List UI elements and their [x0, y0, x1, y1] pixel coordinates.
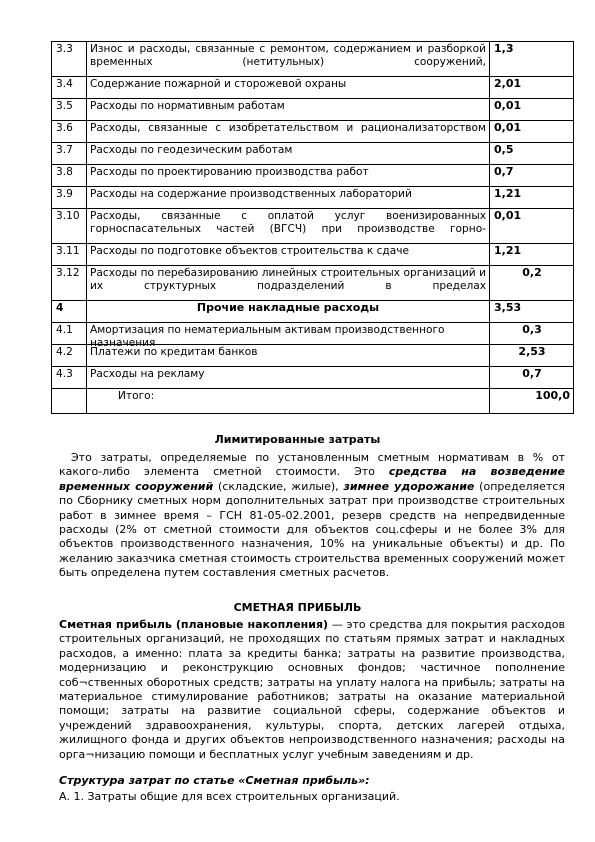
row-description: Прочие накладные расходы — [87, 301, 490, 323]
row-value: 0,7 — [490, 165, 574, 187]
row-description: Расходы по подготовке объектов строительства к сдаче — [87, 244, 490, 266]
row-value: 2,01 — [490, 77, 574, 99]
table-row — [52, 99, 574, 121]
estimated-profit-paragraph: Сметная прибыль (плановые накопления) — это средства для покрытия расходов строительных организаций, не проходящих по статьям прямых затрат и накладных расходов, а именно: плата за кредиты банка; затраты на развитие производства, модернизацию и реконструкцию основных фондов; частичное пополнение соб¬ственных оборотных средств; затраты на уплату налога на прибыль; затраты на материальное стимулирование работников; затраты на оказание материальной помощи; затраты на развитие социальной сферы, содержание объектов и учреждений здравоохранения, культуры, спорта, детских лагерей отдыха, жилищного фонда и других объектов непроизводственного назначения; расходы на орга¬низацию помощи и бесплатных услуг учебным заведениям и др. — [59, 618, 565, 761]
row-description: Расходы, связанные с оплатой услуг военизированных горноспасательных частей (ВГСЧ) при производстве горно- — [87, 209, 490, 244]
row-value: 3,53 — [490, 301, 574, 323]
row-number: 3.12 — [52, 266, 87, 301]
row-description: Износ и расходы, связанные с ремонтом, содержанием и разборкой временных (нетитульных) сооружений, — [87, 42, 490, 77]
table-row — [52, 323, 574, 345]
row-description: Итого: — [87, 389, 490, 414]
row-description: Расходы по геодезическим работам — [87, 143, 490, 165]
estimated-profit-heading: СМЕТНАЯ ПРИБЫЛЬ — [233, 601, 362, 614]
row-value: 1,21 — [490, 244, 574, 266]
row-number: 4 — [52, 301, 87, 323]
row-number: 4.1 — [52, 323, 87, 345]
limited-costs-heading: Лимитированные затраты — [214, 433, 381, 446]
row-number: 3.11 — [52, 244, 87, 266]
profit-structure-title: Структура затрат по статье «Сметная прибыль»: — [59, 774, 370, 787]
row-value: 1,3 — [490, 42, 574, 77]
row-description: Платежи по кредитам банков — [87, 345, 490, 367]
row-description: Расходы по проектированию производства работ — [87, 165, 490, 187]
row-value: 100,0 — [490, 389, 574, 414]
table-row — [52, 187, 574, 209]
row-number: 3.5 — [52, 99, 87, 121]
row-value: 0,7 — [490, 367, 574, 389]
profit-item-a: А. 1. Затраты общие для всех строительных организаций. — [59, 790, 400, 803]
table-row — [52, 165, 574, 187]
winter-increase-emphasis: зимнее удорожание — [343, 479, 475, 493]
row-value: 1,21 — [490, 187, 574, 209]
row-value: 0,01 — [490, 209, 574, 244]
row-value: 0,3 — [490, 323, 574, 345]
row-value: 2,53 — [490, 345, 574, 367]
row-description: Расходы по перебазированию линейных строительных организаций и их структурных подразделений в пределах — [87, 266, 490, 301]
table-row — [52, 367, 574, 389]
overhead-costs-table — [51, 41, 574, 414]
row-value: 0,5 — [490, 143, 574, 165]
row-description: Содержание пожарной и сторожевой охраны — [87, 77, 490, 99]
row-number: 4.2 — [52, 345, 87, 367]
row-description: Расходы на рекламу — [87, 367, 490, 389]
row-number: 4.3 — [52, 367, 87, 389]
row-value: 0,2 — [490, 266, 574, 301]
row-number: 3.7 — [52, 143, 87, 165]
table-row — [52, 389, 574, 414]
row-number: 3.6 — [52, 121, 87, 143]
row-description: Амортизация по нематериальным активам производственного назначения — [87, 323, 490, 345]
table-row — [52, 266, 574, 301]
row-description: Расходы по нормативным работам — [87, 99, 490, 121]
row-number: 3.9 — [52, 187, 87, 209]
row-number: 3.3 — [52, 42, 87, 77]
row-number: 3.8 — [52, 165, 87, 187]
row-value: 0,01 — [490, 99, 574, 121]
table-row — [52, 301, 574, 323]
table-row — [52, 77, 574, 99]
row-description: Расходы на содержание производственных лабораторий — [87, 187, 490, 209]
table-row — [52, 42, 574, 77]
table-row — [52, 209, 574, 244]
table-row — [52, 244, 574, 266]
profit-definition-term: Сметная прибыль (плановые накопления) — [59, 618, 329, 631]
row-description: Расходы, связанные с изобретательством и рационализаторством — [87, 121, 490, 143]
row-number — [52, 389, 87, 414]
table-row — [52, 143, 574, 165]
table-row — [52, 121, 574, 143]
table-row — [52, 345, 574, 367]
temporary-structures-emphasis: средства на возведение временных сооружений — [59, 465, 565, 493]
row-value: 0,01 — [490, 121, 574, 143]
row-number: 3.10 — [52, 209, 87, 244]
row-number: 3.4 — [52, 77, 87, 99]
limited-costs-paragraph: Это затраты, определяемые по установленным сметным нормативам в % от какого-либо элемента сметной стоимости. Это средства на возведение временных сооружений (складские, жилые), зимнее удорожание (определяется по Сборнику сметных норм дополнительных затрат при производстве строительных работ в зимнее время – ГСН 81-05-02.2001, резерв средств на непредвиденные расходы (2% от сметной стоимости для объектов соц.сферы и не более 3% для объектов производственного назначения, 10% на уникальные объекты) и др. По желанию заказчика сметная стоимость строительства временных сооружений может быть определена путем составления сметных расчетов. — [59, 451, 566, 580]
